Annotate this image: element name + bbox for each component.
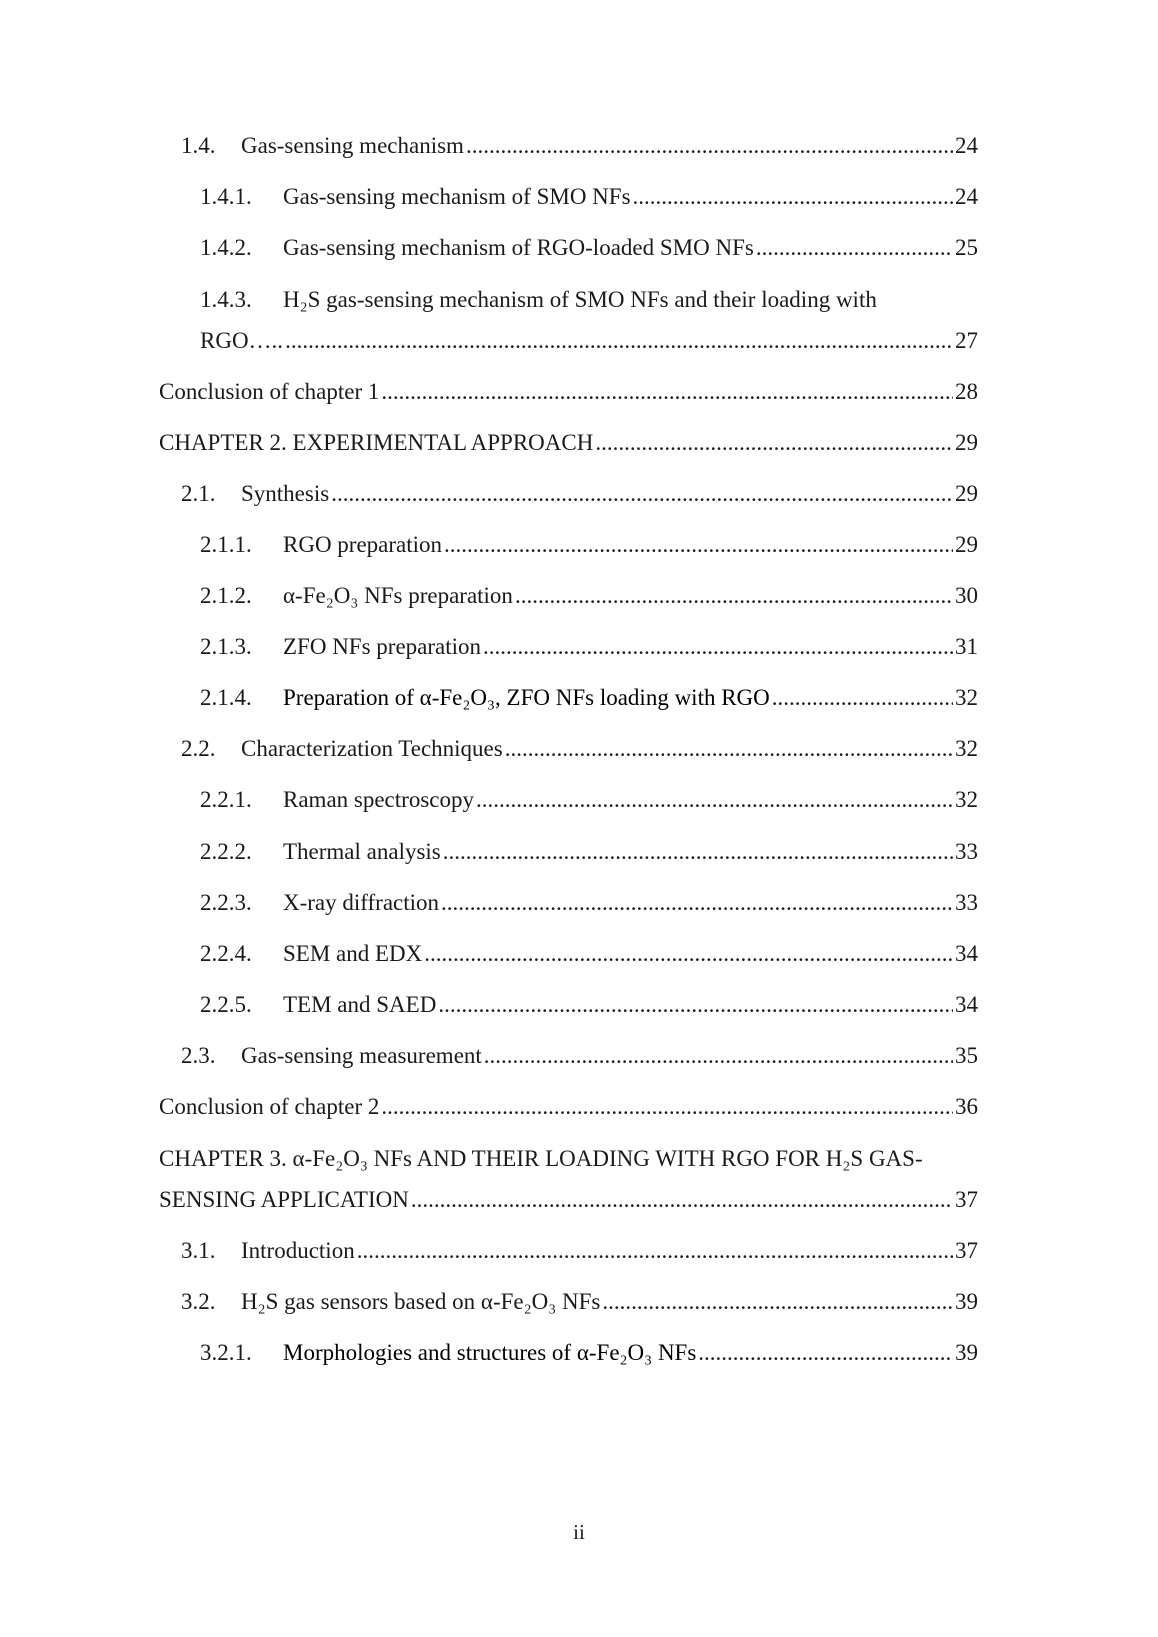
toc-entry-page: 24 [955,184,978,209]
toc-entry-title: Synthesis [241,481,330,506]
toc-entry-title: Introduction [241,1238,355,1263]
toc-entry-title: H₂S gas-sensing mechanism of SMO NFs and their loading with [283,287,877,312]
toc-entry-page: 28 [955,379,978,404]
toc-entry-page: 29 [955,430,978,455]
dot-leader [698,1339,953,1367]
dot-leader [441,889,953,917]
dot-leader [772,684,953,712]
toc-entry-page: 27 [955,328,978,353]
dot-leader [443,838,953,866]
toc-entry-title: CHAPTER 3. α-Fe₂O₃ NFs AND THEIR LOADING WITH RGO FOR H₂S GAS- [159,1146,923,1171]
toc-entry-title: ZFO NFs preparation [283,634,482,659]
toc-entry-number: 3.2. [181,1289,216,1314]
toc-entry[interactable] [200,786,978,814]
toc-entry[interactable] [200,684,978,712]
toc-entry-page: 32 [955,736,978,761]
toc-entry-title: α-Fe₂O₃ NFs preparation [283,583,513,608]
toc-entry[interactable] [200,327,978,355]
toc-entry-number: 2.2. [181,736,216,761]
dot-leader [756,234,953,262]
toc-entry-page: 25 [955,235,978,260]
toc-entry-title: Morphologies and structures of α-Fe₂O₃ NFs [283,1340,697,1365]
toc-entry[interactable] [159,1186,978,1214]
toc-entry[interactable] [181,1042,978,1070]
toc-entry[interactable] [181,735,978,763]
dot-leader [381,1093,953,1121]
toc-entry[interactable] [200,889,978,917]
dot-leader [484,1042,953,1070]
toc-entry-page: 37 [955,1187,978,1212]
dot-leader [331,480,953,508]
toc-entry-title: Raman spectroscopy [283,787,474,812]
toc-entry-title: Gas-sensing mechanism of SMO NFs [283,184,631,209]
toc-entry-number: 2.2.2. [200,839,252,864]
toc-entry-page: 33 [955,890,978,915]
toc-entry[interactable] [200,234,978,262]
dot-leader [476,786,953,814]
toc-entry-title: Conclusion of chapter 1 [159,379,380,404]
dot-leader [483,633,953,661]
toc-entry-title: H₂S gas sensors based on α-Fe₂O₃ NFs [241,1289,601,1314]
toc-entry-first-line[interactable] [159,1145,923,1173]
toc-entry[interactable] [200,531,978,559]
toc-entry-number: 1.4.1. [200,184,252,209]
toc-entry-page: 29 [955,532,978,557]
toc-entry-number: 3.2.1. [200,1340,252,1365]
toc-entry[interactable] [200,1339,978,1367]
toc-entry[interactable] [200,940,978,968]
toc-entry[interactable] [181,480,978,508]
toc-entry-number: 2.1.2. [200,583,252,608]
toc-entry-page: 34 [955,992,978,1017]
toc-entry-number: 2.1. [181,481,216,506]
toc-entry-page: 31 [955,634,978,659]
toc-entry-page: 24 [955,133,978,158]
toc-entry-number: 2.2.1. [200,787,252,812]
toc-entry[interactable] [159,378,978,406]
toc-entry[interactable] [159,429,978,457]
toc-entry-page: 34 [955,941,978,966]
dot-leader [424,940,953,968]
toc-entry-title-continued: SENSING APPLICATION [159,1187,409,1212]
toc-entry-title: Gas-sensing measurement [241,1043,482,1068]
toc-entry-page: 39 [955,1289,978,1314]
dot-leader [438,991,953,1019]
page-number: ii [573,1520,585,1544]
toc-entry-title: TEM and SAED [283,992,437,1017]
toc-entry-title: CHAPTER 2. EXPERIMENTAL APPROACH [159,430,594,455]
toc-entry-number: 2.1.4. [200,685,252,710]
dot-leader [444,531,953,559]
toc-entry-page: 29 [955,481,978,506]
toc-entry[interactable] [200,633,978,661]
toc-entry[interactable] [181,1237,978,1265]
toc-entry-title: Characterization Techniques [241,736,503,761]
toc-entry-page: 32 [955,685,978,710]
toc-entry-title: RGO preparation [283,532,443,557]
toc-entry[interactable] [159,1093,978,1121]
dot-leader [285,327,953,355]
toc-entry-number: 2.2.5. [200,992,252,1017]
toc-entry[interactable] [200,183,978,211]
toc-entry-number: 2.1.1. [200,532,252,557]
dot-leader [595,429,953,457]
toc-entry[interactable] [181,132,978,160]
toc-entry[interactable] [200,582,978,610]
toc-entry[interactable] [200,838,978,866]
toc-entry-number: 3.1. [181,1238,216,1263]
toc-entry[interactable] [200,991,978,1019]
toc-entry[interactable] [181,1288,978,1316]
dot-leader [357,1237,953,1265]
toc-entry-title-continued: RGO….. [200,328,284,353]
toc-entry-title: Thermal analysis [283,839,441,864]
toc-entry-title: Gas-sensing mechanism [241,133,464,158]
toc-entry-title: Gas-sensing mechanism of RGO-loaded SMO NFs [283,235,754,260]
toc-entry-title: Preparation of α-Fe₂O₃, ZFO NFs loading with RGO [283,685,770,710]
toc-entry-first-line[interactable] [200,286,877,314]
toc-entry-title: SEM and EDX [283,941,423,966]
toc-entry-number: 1.4.3. [200,287,252,312]
toc-entry-title: Conclusion of chapter 2 [159,1094,380,1119]
dot-leader [381,378,953,406]
dot-leader [411,1186,953,1214]
toc-entry-page: 39 [955,1340,978,1365]
toc-entry-page: 35 [955,1043,978,1068]
toc-entry-number: 2.3. [181,1043,216,1068]
toc-entry-number: 2.1.3. [200,634,252,659]
dot-leader [633,183,953,211]
dot-leader [466,132,953,160]
toc-entry-title: X-ray diffraction [283,890,440,915]
toc-entry-page: 33 [955,839,978,864]
toc-entry-number: 2.2.3. [200,890,252,915]
toc-entry-number: 2.2.4. [200,941,252,966]
toc-entry-page: 37 [955,1238,978,1263]
dot-leader [515,582,953,610]
toc-entry-page: 32 [955,787,978,812]
toc-entry-number: 1.4. [181,133,216,158]
toc-entry-page: 30 [955,583,978,608]
toc-entry-number: 1.4.2. [200,235,252,260]
dot-leader [505,735,953,763]
dot-leader [602,1288,953,1316]
toc-entry-page: 36 [955,1094,978,1119]
